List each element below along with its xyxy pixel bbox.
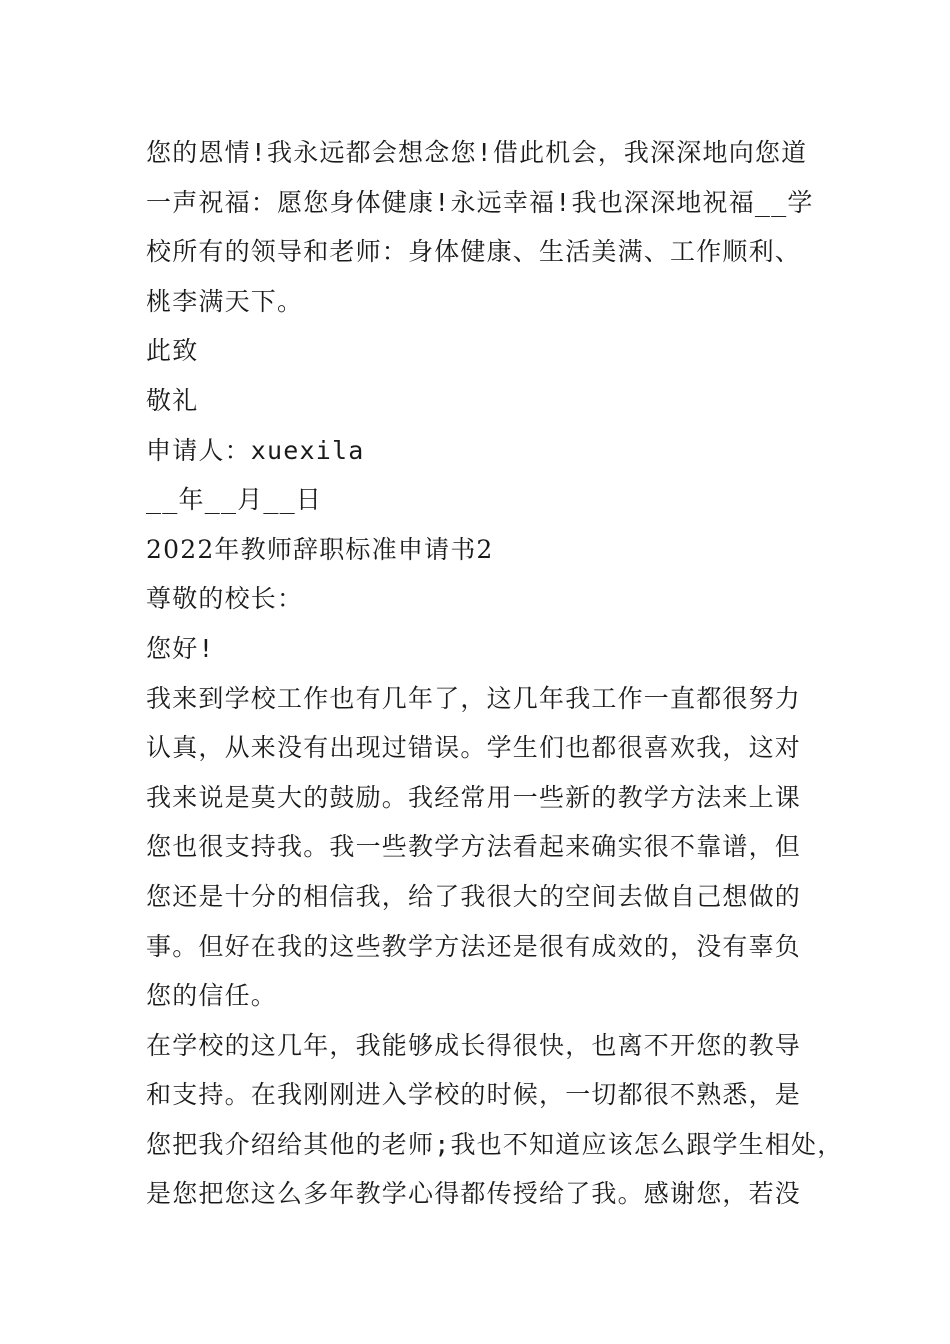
body-line: 我来说是莫大的鼓励。我经常用一些新的教学方法来上课 xyxy=(146,782,802,812)
salutation: 尊敬的校长： xyxy=(146,584,304,614)
closing-line: 此致 xyxy=(146,336,199,366)
body-line: 您把我介绍给其他的老师;我也不知道应该怎么跟学生相处， xyxy=(146,1129,844,1159)
date-line: __年__月__日 xyxy=(146,485,323,515)
body-line: 事。但好在我的这些教学方法还是很有成效的，没有辜负 xyxy=(146,931,802,961)
body-line: 您的恩情!我永远都会想念您!借此机会，我深深地向您道 xyxy=(146,138,808,167)
body-line: 是您把您这么多年教学心得都传授给了我。感谢您，若没 xyxy=(146,1179,802,1209)
body-line: 和支持。在我刚刚进入学校的时候，一切都很不熟悉，是 xyxy=(146,1080,802,1110)
applicant-line: 申请人：xuexila xyxy=(146,435,365,465)
body-line: 您还是十分的相信我，给了我很大的空间去做自己想做的 xyxy=(146,881,802,911)
body-line: 您的信任。 xyxy=(146,981,278,1011)
greeting: 您好! xyxy=(146,633,215,663)
closing-salute: 敬礼 xyxy=(146,385,199,415)
body-line: 在学校的这几年，我能够成长得很快，也离不开您的教导 xyxy=(146,1030,802,1060)
body-line: 桃李满天下。 xyxy=(146,286,304,316)
body-line: 一声祝福：愿您身体健康!永远幸福!我也深深地祝福__学 xyxy=(146,187,814,217)
section-title: 2022年教师辞职标准申请书2 xyxy=(146,534,494,564)
body-line: 您也很支持我。我一些教学方法看起来确实很不靠谱，但 xyxy=(146,832,802,862)
body-line: 我来到学校工作也有几年了，这几年我工作一直都很努力 xyxy=(146,683,802,713)
body-line: 校所有的领导和老师：身体健康、生活美满、工作顺利、 xyxy=(146,237,802,267)
body-line: 认真，从来没有出现过错误。学生们也都很喜欢我，这对 xyxy=(146,733,802,763)
letter-body xyxy=(146,128,844,1219)
